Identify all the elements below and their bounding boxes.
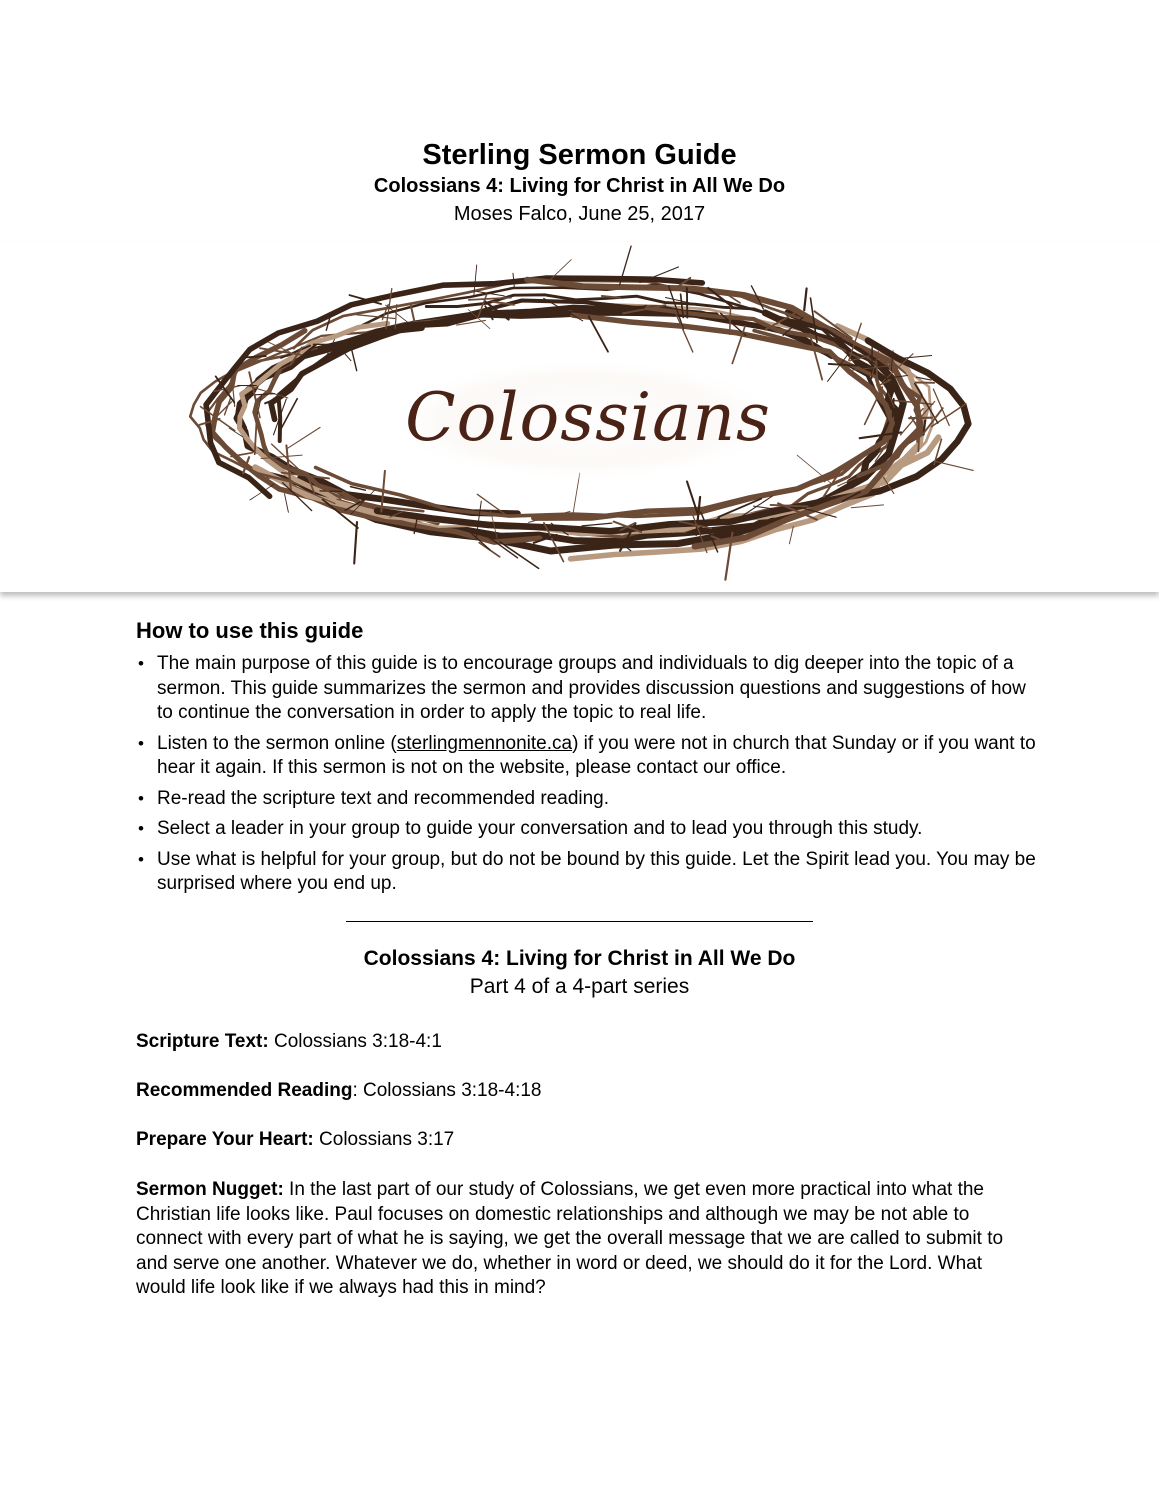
speaker-date: Moses Falco, June 25, 2017: [453, 203, 706, 225]
series-part: Part 4 of a 4-part series: [469, 975, 690, 998]
recommended-reading: Recommended Reading: Colossians 3:18-4:18: [136, 1080, 542, 1101]
thorn-spike: [582, 523, 612, 526]
sermon-nugget: Sermon Nugget: In the last part of our study of Colossians, we get even more practical into what the Christian life looks like. Paul focuses on domestic relationships and although we may be not able to connect with every part of what he is saying, we get the overall message that we are called to submit to and serve one another. Whatever we do, whether in word or deed, we should do it for the Lord. What would life look like if we always had this in mind?: [136, 1179, 1004, 1298]
section-divider: [346, 921, 813, 922]
thorn-spike: [285, 494, 289, 513]
thorn-spike: [804, 289, 806, 311]
how-to-section: [136, 616, 1036, 903]
thorn-wreath-graphic: [0, 242, 1159, 592]
list-item: • Use what is helpful for your group, but do not be bound by this guide. Let the Spirit lead you. You may be surprised where you end up.: [136, 848, 1036, 897]
thorn-spike: [281, 399, 297, 429]
series-heading: [0, 945, 1159, 1001]
thorn-spike: [901, 356, 932, 359]
colossians-script-title: Colossians: [405, 379, 771, 456]
thorn-spike: [354, 522, 357, 564]
series-title: Colossians 4: Living for Christ in All We Do: [363, 947, 796, 970]
website-link[interactable]: sterlingmennonite.ca: [396, 732, 573, 754]
crown-of-thorns-image: [0, 242, 1159, 592]
how-to-list: [136, 652, 1036, 897]
how-to-heading: How to use this guide: [136, 618, 364, 643]
list-item: • Listen to the sermon online (sterlingmennonite.ca) if you were not in church that Sunday or if you want to hear it again. If this sermon is not on the website, please contact our office.: [136, 732, 1036, 781]
sermon-subtitle: Colossians 4: Living for Christ in All We Do: [373, 175, 786, 197]
list-item: • Select a leader in your group to guide your conversation and to lead you through this study.: [136, 817, 1036, 842]
guide-header: [0, 138, 1159, 228]
scripture-text: Scripture Text: Colossians 3:18-4:1: [136, 1031, 442, 1052]
prepare-your-heart: Prepare Your Heart: Colossians 3:17: [136, 1129, 455, 1150]
thorn-spike: [789, 527, 793, 544]
list-item: • The main purpose of this guide is to encourage groups and individuals to dig deeper into the topic of a sermon. This guide summarizes the sermon and provides discussion questions and suggestions of how to continue the conversation in order to apply the topic to real life.: [136, 652, 1036, 726]
thorn-spike: [287, 427, 320, 448]
thorn-spike: [893, 399, 894, 417]
thorn-spike: [247, 356, 266, 357]
thorn-spike: [513, 273, 514, 288]
thorn-spike: [851, 505, 883, 508]
thorn-spike: [730, 305, 731, 334]
thorn-spike: [320, 491, 342, 492]
thorn-spike: [256, 394, 275, 395]
thorn-spike: [676, 315, 693, 352]
thorn-spike: [936, 461, 973, 470]
thorn-spike: [351, 348, 356, 371]
page-title: Sterling Sermon Guide: [422, 139, 737, 171]
list-item: • Re-read the scripture text and recommended reading.: [136, 787, 1036, 812]
thorn-spike: [469, 298, 511, 300]
thorn-spike: [876, 362, 877, 383]
